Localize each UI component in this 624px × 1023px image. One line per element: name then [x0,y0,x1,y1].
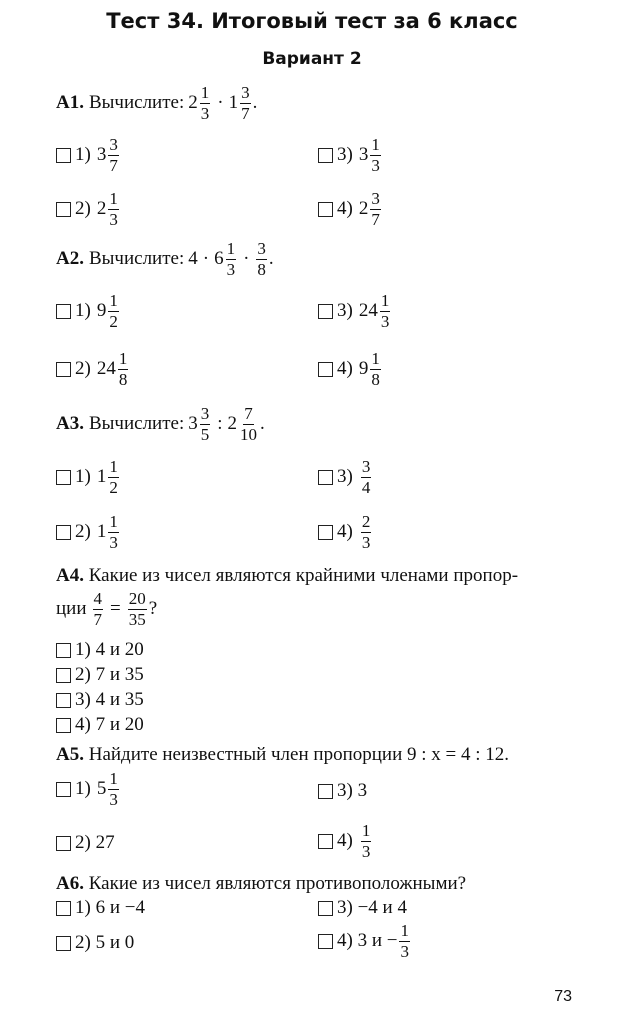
option-label: 1) 6 и −4 [75,897,145,918]
option-a1-3[interactable] [318,136,383,175]
checkbox[interactable] [56,525,71,540]
option-label: 1) [75,778,91,800]
option-label: 2) 27 [75,832,115,853]
fraction: $\frac{1}{3}$ [109,189,118,229]
question-text-cont: ции [56,598,87,620]
checkbox[interactable] [56,901,71,916]
checkbox[interactable] [318,901,333,916]
checkbox[interactable] [318,148,333,163]
fraction: $\frac{7}{10}$ [240,404,258,444]
question-a2 [56,240,274,279]
whole: 1 [96,466,107,488]
whole: 3 [358,144,369,166]
whole: 2 [96,198,107,220]
whole: 9 [358,358,369,380]
fraction: $\frac{2}{3}$ [361,512,371,552]
option-label: 1) [75,300,91,322]
option-a2-2[interactable] [56,350,130,389]
fraction: $\frac{1}{2}$ [109,291,118,331]
checkbox[interactable] [318,784,333,799]
checkbox[interactable] [56,782,71,797]
question-number: A4. [56,565,84,586]
option-a4-3[interactable] [56,689,144,711]
option-a2-1[interactable] [56,292,121,331]
operator: · [217,92,224,114]
fraction: $\frac{3}{7}$ [109,135,118,175]
option-a1-2[interactable] [56,190,121,229]
fraction: $\frac{3}{7}$ [371,189,380,229]
checkbox[interactable] [56,304,71,319]
option-a2-4[interactable] [318,350,383,389]
variant-label: Вариант 2 [262,49,362,69]
option-label: 4) [337,358,353,380]
whole: 6 [214,248,224,270]
operator: : [217,413,223,435]
checkbox[interactable] [56,148,71,163]
checkbox[interactable] [56,202,71,217]
operator: · [202,248,210,270]
question-number: A5. [56,744,84,765]
question-a6 [56,873,466,895]
checkbox[interactable] [56,668,71,683]
option-label: 1) [75,466,91,488]
option-label: 4) 3 и − [337,930,398,952]
option-a5-1[interactable] [56,770,121,809]
fraction: $\frac{1}{3}$ [109,769,118,809]
number: 4 [188,248,198,270]
option-a3-1[interactable] [56,458,121,497]
fraction: $\frac{1}{3}$ [400,921,409,961]
whole: 5 [96,778,107,800]
checkbox[interactable] [318,202,333,217]
checkbox[interactable] [56,936,71,951]
option-a6-1[interactable] [56,897,145,919]
question-a1 [56,84,257,123]
option-a5-3[interactable] [318,780,367,802]
question-text: Вычислите: [88,92,185,114]
checkbox[interactable] [318,470,333,485]
fraction: $\frac{1}{3}$ [361,821,371,861]
whole: 3 [96,144,107,166]
expr-mixed-1 [188,84,212,123]
option-label: 3) 3 [337,780,368,801]
option-a4-1[interactable] [56,639,144,661]
period: . [252,92,258,114]
fraction: $\frac{1}{3}$ [200,83,210,123]
option-a3-3[interactable] [318,458,373,497]
period: . [268,248,274,270]
question-a5 [56,744,509,766]
checkbox[interactable] [318,525,333,540]
question-number: A3. [56,413,84,435]
option-label: 1) 4 и 20 [75,639,144,660]
fraction: $\frac{20}{35}$ [128,589,146,629]
checkbox[interactable] [56,836,71,851]
option-a2-3[interactable] [318,292,392,331]
option-a5-4[interactable] [318,822,373,861]
whole: 2 [188,92,198,114]
checkbox[interactable] [56,718,71,733]
option-a6-2[interactable] [56,932,134,954]
whole: 24 [96,358,116,380]
test-title: Тест 34. Итоговый тест за 6 класс [106,9,518,33]
checkbox[interactable] [56,362,71,377]
question-text: Какие из чисел являются крайними членами пропор- [88,565,519,586]
option-label: 3) [337,300,353,322]
option-label: 3) 4 и 35 [75,689,144,710]
checkbox[interactable] [56,470,71,485]
fraction: $\frac{1}{3}$ [380,291,390,331]
fraction: $\frac{1}{8}$ [371,349,380,389]
question-text: Какие из чисел являются противоположными? [88,873,467,894]
option-a6-3[interactable] [318,897,407,919]
question-text: Вычислите: [88,413,185,435]
whole: 1 [228,92,239,114]
option-a3-4[interactable] [318,513,373,552]
fraction: $\frac{1}{3}$ [109,512,118,552]
question-number: A2. [56,248,84,270]
fraction: $\frac{3}{7}$ [241,83,250,123]
option-label: 2) 5 и 0 [75,932,135,953]
question-number: A1. [56,92,84,114]
fraction: $\frac{1}{8}$ [118,349,128,389]
page-number: 73 [554,988,572,1005]
checkbox[interactable] [318,304,333,319]
option-a1-4[interactable] [318,190,383,229]
whole: 9 [96,300,107,322]
option-a1-1[interactable] [56,136,121,175]
question-number: A6. [56,873,84,894]
checkbox[interactable] [56,643,71,658]
fraction: $\frac{4}{7}$ [93,589,103,629]
option-a4-4[interactable] [56,714,144,736]
checkbox[interactable] [56,693,71,708]
option-label: 4) [337,521,353,543]
option-a5-2[interactable] [56,832,115,854]
option-label: 2) [75,521,91,543]
option-label: 3) −4 и 4 [337,897,407,918]
question-a4 [56,565,518,587]
equals-sign: = [110,598,121,620]
checkbox[interactable] [318,834,333,849]
checkbox[interactable] [318,362,333,377]
option-label: 3) [337,466,353,488]
option-label: 3) [337,144,353,166]
whole: 24 [358,300,378,322]
period: . [260,413,265,435]
checkbox[interactable] [318,934,333,949]
question-a4-line2 [56,590,157,629]
option-label: 4) 7 и 20 [75,714,144,735]
question-text: Найдите неизвестный член пропорции 9 : x = 4 : 12. [88,744,510,765]
fraction: $\frac{3}{8}$ [257,239,266,279]
option-a3-2[interactable] [56,513,121,552]
fraction: $\frac{1}{2}$ [109,457,118,497]
whole: 2 [358,198,369,220]
fraction: $\frac{1}{3}$ [226,239,236,279]
option-a6-4[interactable] [318,922,412,961]
operator: · [243,248,250,270]
whole: 3 [188,413,198,435]
option-a4-2[interactable] [56,664,144,686]
question-a3 [56,405,265,444]
option-label: 2) [75,198,91,220]
whole: 1 [96,521,107,543]
whole: 2 [227,413,238,435]
fraction: $\frac{3}{5}$ [200,404,210,444]
fraction: $\frac{3}{4}$ [361,457,371,497]
expr-mixed-2 [229,84,253,123]
question-text: Вычислите: [88,248,185,270]
option-label: 2) [75,358,91,380]
option-label: 4) [337,830,353,852]
option-label: 1) [75,144,91,166]
fraction: $\frac{1}{3}$ [371,135,380,175]
option-label: 4) [337,198,353,220]
question-mark: ? [148,598,158,620]
option-label: 2) 7 и 35 [75,664,144,685]
